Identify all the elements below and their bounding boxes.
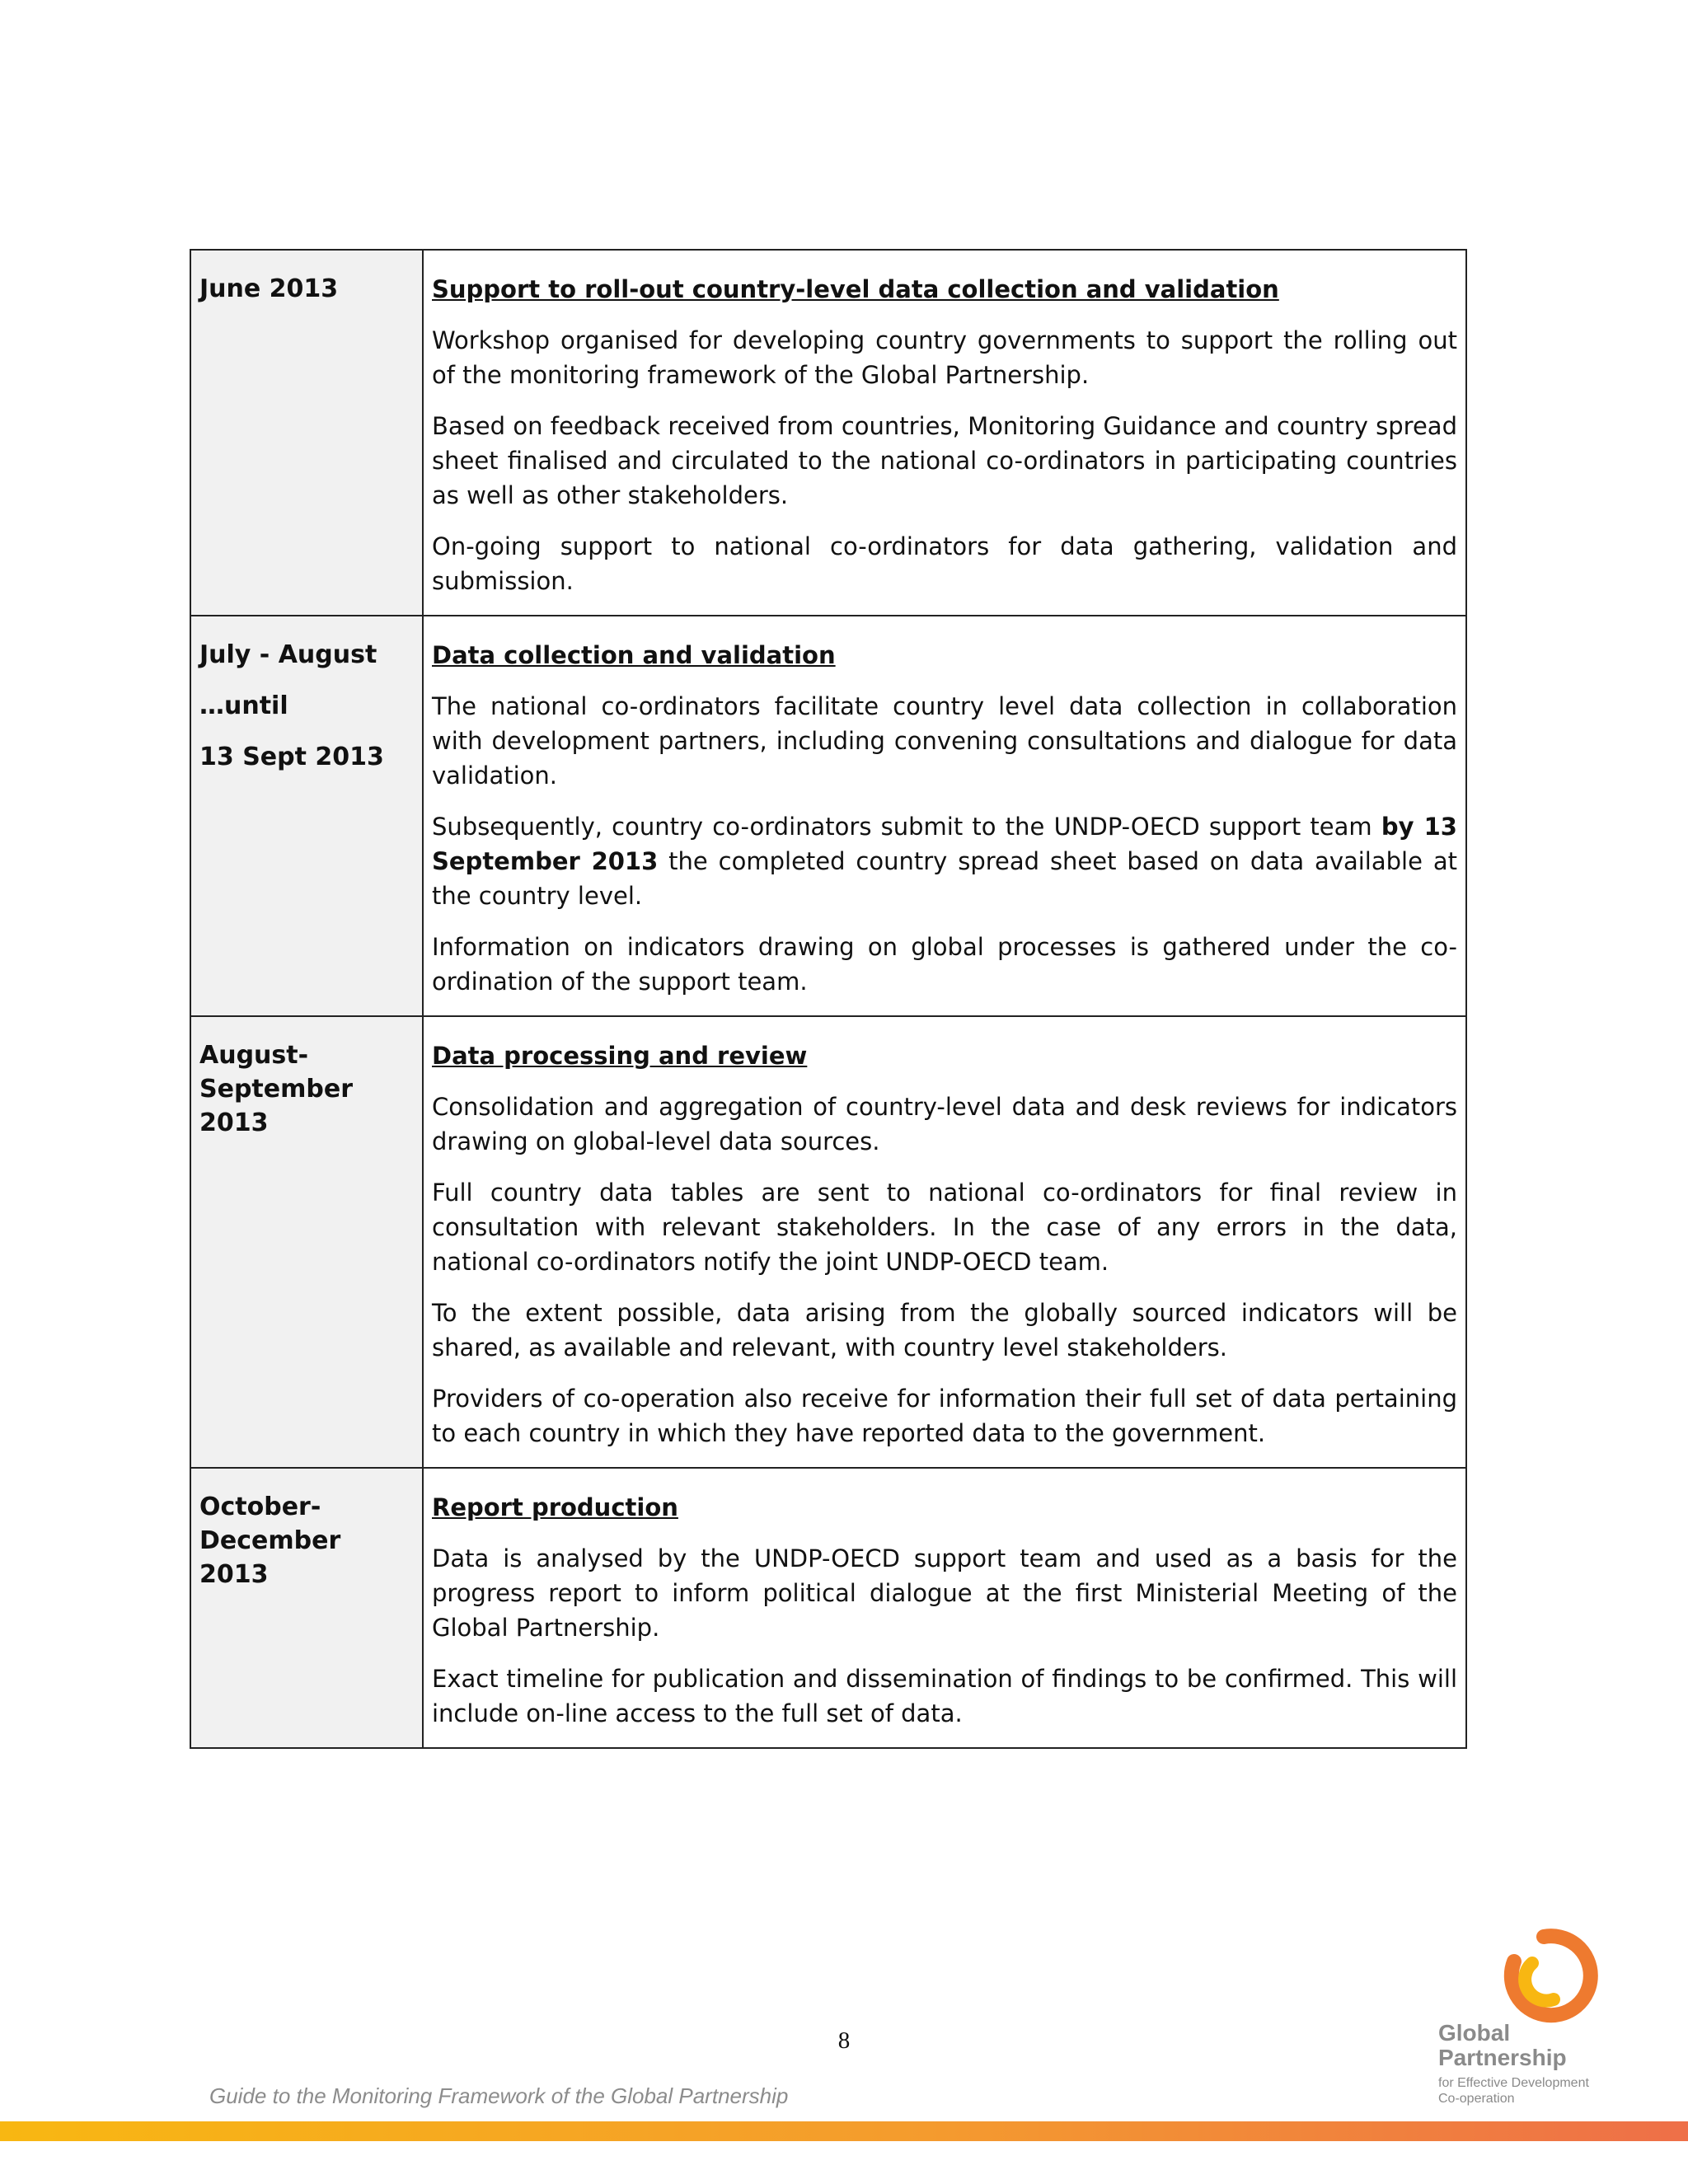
row-paragraph: Information on indicators drawing on global processes is gathered under the co-ordination of the support team. — [432, 933, 1457, 996]
logo-line-partnership: Partnership — [1438, 2045, 1567, 2070]
row-paragraph: On-going support to national co-ordinators for data gathering, validation and submission. — [432, 532, 1457, 595]
deadline-text-before: Subsequently, country co-ordinators submit to the UNDP-OECD support team — [432, 813, 1381, 841]
footer-title: Guide to the Monitoring Framework of the Global Partnership — [209, 2083, 789, 2108]
row-paragraph: Workshop organised for developing country governments to support the rolling out of the monitoring framework of the Global Partnership. — [432, 326, 1457, 389]
row-heading: Data collection and validation — [432, 641, 836, 669]
timeline-table — [190, 249, 1467, 1749]
date-cell — [190, 1016, 423, 1468]
date-line: October- — [199, 1493, 321, 1521]
logo-wordmark — [1438, 2021, 1567, 2070]
row-heading: Support to roll-out country-level data collection and validation — [432, 275, 1279, 303]
date-cell — [190, 616, 423, 1016]
date-line: December 2013 — [199, 1526, 341, 1589]
date-line: June 2013 — [199, 274, 339, 303]
logo-tagline — [1438, 2075, 1589, 2107]
deadline-text-after: the completed country spread sheet based on data available at the country level. — [432, 847, 1457, 910]
row-paragraph: Based on feedback received from countries, Monitoring Guidance and country spread sheet finalised and circulated to the national co-ordinators in participating countries as well as other stakeholders. — [432, 412, 1457, 509]
date-line: September — [199, 1075, 353, 1104]
logo-line-global: Global — [1438, 2020, 1511, 2046]
row-paragraph-deadline — [432, 809, 1457, 913]
logo-tagline-line2: Co-operation — [1438, 2092, 1515, 2106]
global-partnership-ring-icon — [1496, 1929, 1603, 2027]
date-cell — [190, 1468, 423, 1748]
page-number: 8 — [837, 2027, 851, 2054]
timeline-row-august-september — [190, 1016, 1466, 1468]
date-line: 13 Sept 2013 — [199, 743, 384, 771]
date-line: 2013 — [199, 1108, 269, 1137]
row-paragraph: Data is analysed by the UNDP-OECD support team and used as a basis for the progress report to inform political dialogue at the first Ministerial Meeting of the Global Partnership. — [432, 1544, 1457, 1642]
timeline-row-june — [190, 250, 1466, 616]
description-cell — [423, 250, 1466, 616]
timeline-row-july-august — [190, 616, 1466, 1016]
deadline-date: by 13 September 2013 — [432, 813, 1457, 875]
date-line: August- — [199, 1041, 309, 1070]
description-cell — [423, 1016, 1466, 1468]
row-heading: Report production — [432, 1493, 678, 1521]
date-line: …until — [199, 691, 288, 720]
row-paragraph: Providers of co-operation also receive for information their full set of data pertaining to each country in which they have reported data to the government. — [432, 1385, 1457, 1447]
logo-tagline-line1: for Effective Development — [1438, 2076, 1589, 2090]
row-paragraph: Exact timeline for publication and dissemination of findings to be confirmed. This will include on-line access to the full set of data. — [432, 1665, 1457, 1727]
timeline-row-october-december — [190, 1468, 1466, 1748]
description-cell — [423, 1468, 1466, 1748]
description-cell — [423, 616, 1466, 1016]
row-paragraph: The national co-ordinators facilitate country level data collection in collaboration with development partners, including convening consultations and dialogue for data validation. — [432, 692, 1457, 790]
footer-gradient-bar — [0, 2121, 1688, 2141]
date-cell — [190, 250, 423, 616]
date-line: July - August — [199, 640, 377, 669]
row-paragraph: Consolidation and aggregation of country-level data and desk reviews for indicators drawing on global-level data sources. — [432, 1093, 1457, 1155]
row-paragraph: Full country data tables are sent to national co-ordinators for final review in consultation with relevant stakeholders. In the case of any errors in the data, national co-ordinators notify the joint UNDP-OECD team. — [432, 1179, 1457, 1276]
global-partnership-logo — [1438, 1929, 1628, 2110]
row-heading: Data processing and review — [432, 1042, 808, 1070]
row-paragraph: To the extent possible, data arising from the globally sourced indicators will be shared, as available and relevant, with country level stakeholders. — [432, 1299, 1457, 1361]
